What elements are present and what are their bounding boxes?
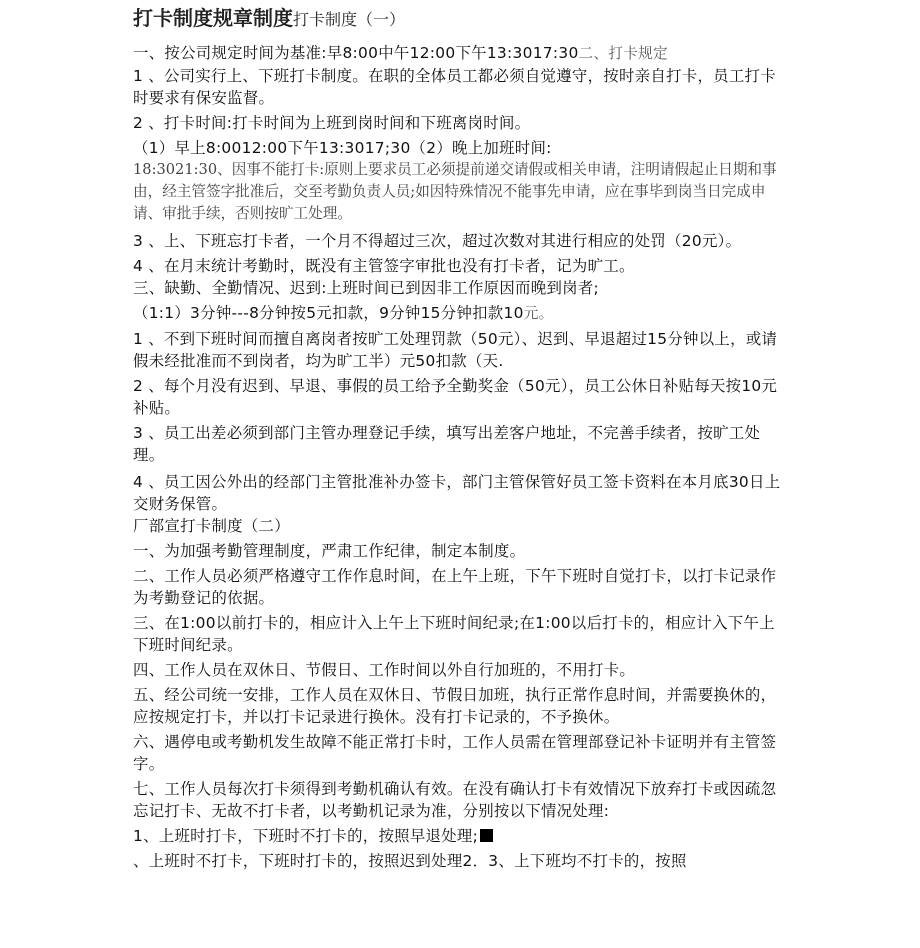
title-main: 打卡制度规章制度: [133, 6, 293, 30]
punch-rules-heading: 二、打卡规定: [578, 45, 668, 62]
paragraph-s2-8: [133, 825, 783, 847]
paragraph-overtime-leave: [133, 159, 783, 225]
section-two-heading: 厂部宣打卡制度（二）: [133, 517, 290, 535]
late-fines-text: （1:1）3分钟---8分钟按5元扣款，9分钟15分钟扣款10: [133, 304, 524, 322]
paragraph-s2-4: 四、工作人员在双休日、节假日、工作时间以外自行加班的，不用打卡。: [133, 661, 636, 679]
paragraph-late-fines: [133, 302, 783, 325]
paragraph-rule-2: 2 、打卡时间:打卡时间为上班到岗时间和下班离岗时间。: [133, 114, 531, 132]
overtime-time: 18:3021:30: [133, 161, 218, 178]
document-title: [133, 4, 783, 34]
paragraph-s2-1: 一、为加强考勤管理制度，严肃工作纪律，制定本制度。: [133, 542, 526, 560]
paragraph-attendance: 三、缺勤、全勤情况、迟到:上班时间已到因非工作原因而晚到岗者;: [133, 279, 599, 297]
paragraph-rule-3: 3 、上、下班忘打卡者，一个月不得超过三次，超过次数对其进行相应的处罚（20元）。: [133, 232, 742, 250]
paragraph-s2-6: 六、遇停电或考勤机发生故障不能正常打卡时，工作人员需在管理部登记补卡证明并有主管签字。: [133, 733, 777, 773]
paragraph-rule-4: 4 、在月末统计考勤时，既没有主管签字审批也没有打卡者，记为旷工。: [133, 257, 635, 275]
paragraph-s2-3: 三、在1:00以前打卡的，相应计入上午上下班时间纪录;在1:00以后打卡的，相应计入下午上下班时间纪录。: [133, 614, 775, 654]
paragraph-s2-9: 、上班时不打卡，下班时打卡的，按照迟到处理2．3、上下班均不打卡的，按照: [133, 852, 687, 870]
paragraph-rule-1: 1 、公司实行上、下班打卡制度。在职的全体员工都必须自觉遵守，按时亲自打卡，员工打卡时要求有保安监督。: [133, 67, 776, 107]
paragraph-absence-3: 3 、员工出差必须到部门主管办理登记手续，填写出差客户地址，不完善手续者，按旷工处理。: [133, 424, 761, 464]
title-sub: 打卡制度（一）: [293, 10, 406, 29]
paragraph-s2-2: 二、工作人员必须严格遵守工作作息时间，在上午上班，下午下班时自觉打卡，以打卡记录作为考勤登记的依据。: [133, 567, 777, 607]
paragraph-work-hours: [133, 42, 783, 65]
work-hours-text: 一、按公司规定时间为基准:早8:00中午12:00下午13:3017:30: [133, 44, 579, 62]
paragraph-absence-4: 4 、员工因公外出的经部门主管批准补办签卡，部门主管保管好员工签卡资料在本月底30日上交财务保管。: [133, 473, 781, 513]
document-page: [133, 4, 783, 872]
leave-rule-text: 、因事不能打卡:原则上要求员工必须提前递交请假或相关申请，注明请假起止日期和事由，经主管签字批准后，交至考勤负责人员;如因特殊情况不能事先申请，应在事毕到岗当日完成申请、审批手续，否则按旷工处理。: [133, 161, 777, 222]
paragraph-s2-7: 七、工作人员每次打卡须得到考勤机确认有效。在没有确认打卡有效情况下放弃打卡或因疏忽忘记打卡、无故不打卡者，以考勤机记录为准，分别按以下情况处理:: [133, 780, 777, 820]
black-square-icon: [480, 829, 493, 842]
late-fines-unit: 元。: [523, 305, 554, 322]
paragraph-absence-1: 1 、不到下班时间而擅自离岗者按旷工处理罚款（50元）、迟到、早退超过15分钟以上，或请假未经批准而不到岗者，均为旷工半）元50扣款（天.: [133, 330, 778, 370]
paragraph-s2-5: 五、经公司统一安排，工作人员在双休日、节假日加班，执行正常作息时间，并需要换休的，应按规定打卡，并以打卡记录进行换休。没有打卡记录的，不予换休。: [133, 686, 777, 726]
paragraph-punch-times: （1）早上8:0012:00下午13:3017;30（2）晚上加班时间:: [133, 139, 552, 157]
early-leave-rule: 1、上班时打卡，下班时不打卡的，按照早退处理;: [133, 827, 479, 845]
paragraph-absence-2: 2 、每个月没有迟到、早退、事假的员工给予全勤奖金（50元），员工公休日补贴每天按10元补贴。: [133, 377, 778, 417]
